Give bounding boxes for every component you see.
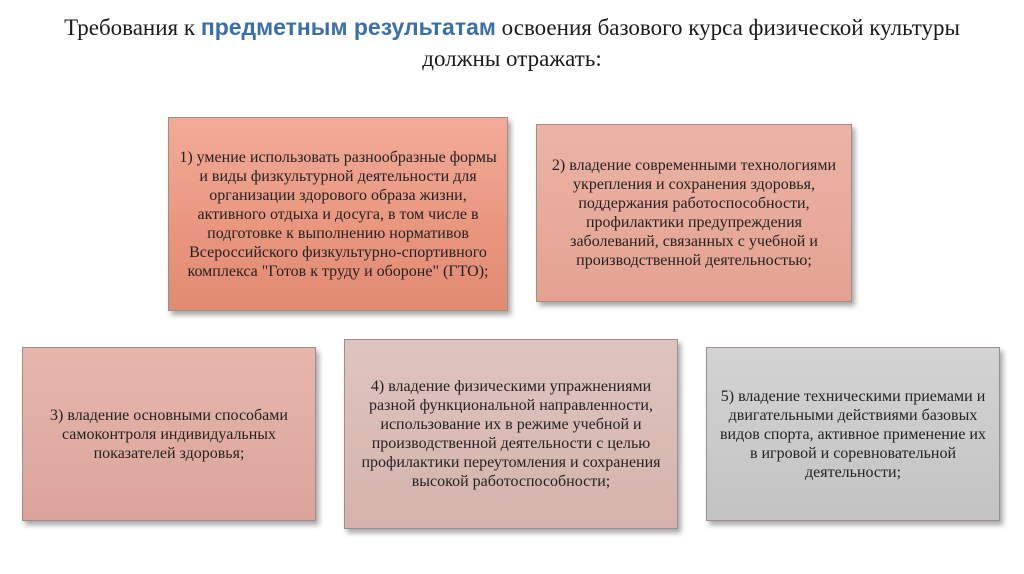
title-prefix: Требования к (64, 15, 201, 40)
slide-title (30, 12, 994, 74)
requirement-text-5: 5) владение техническими приемами и двигательными действиями базовых видов спорта, активное применение их в игровой и соревновательной деятельности; (720, 387, 986, 481)
requirement-text-3: 3) владение основными способами самоконтроля индивидуальных показателей здоровья; (50, 406, 288, 462)
title-suffix: освоения базового курса физической культуры должны отражать: (422, 15, 960, 71)
requirement-box-1 (168, 117, 508, 311)
requirement-text-1: 1) умение использовать разнообразные формы и виды физкультурной деятельности для организации здорового образа жизни, активного отдыха и досуга, в том числе в подготовке к выполнению нормативов Всероссийского физкультурно-спортивного комплекса "Готов к труду и обороне" (ГТО); (179, 148, 497, 280)
requirement-box-5 (706, 347, 1000, 521)
requirement-box-3 (22, 347, 316, 521)
requirement-box-2 (536, 124, 852, 302)
requirement-text-4: 4) владение физическими упражнениями разной функциональной направленности, использование их в режиме учебной и производственной деятельности с целью профилактики переутомления и сохранения высокой работоспособности; (361, 378, 661, 490)
requirement-text-2: 2) владение современными технологиями укрепления и сохранения здоровья, поддержания работоспособности, профилактики предупреждения заболеваний, связанных с учебной и производственной деятельностью; (551, 157, 837, 269)
requirement-box-4 (344, 339, 678, 529)
title-accent: предметным результатам (200, 14, 496, 40)
